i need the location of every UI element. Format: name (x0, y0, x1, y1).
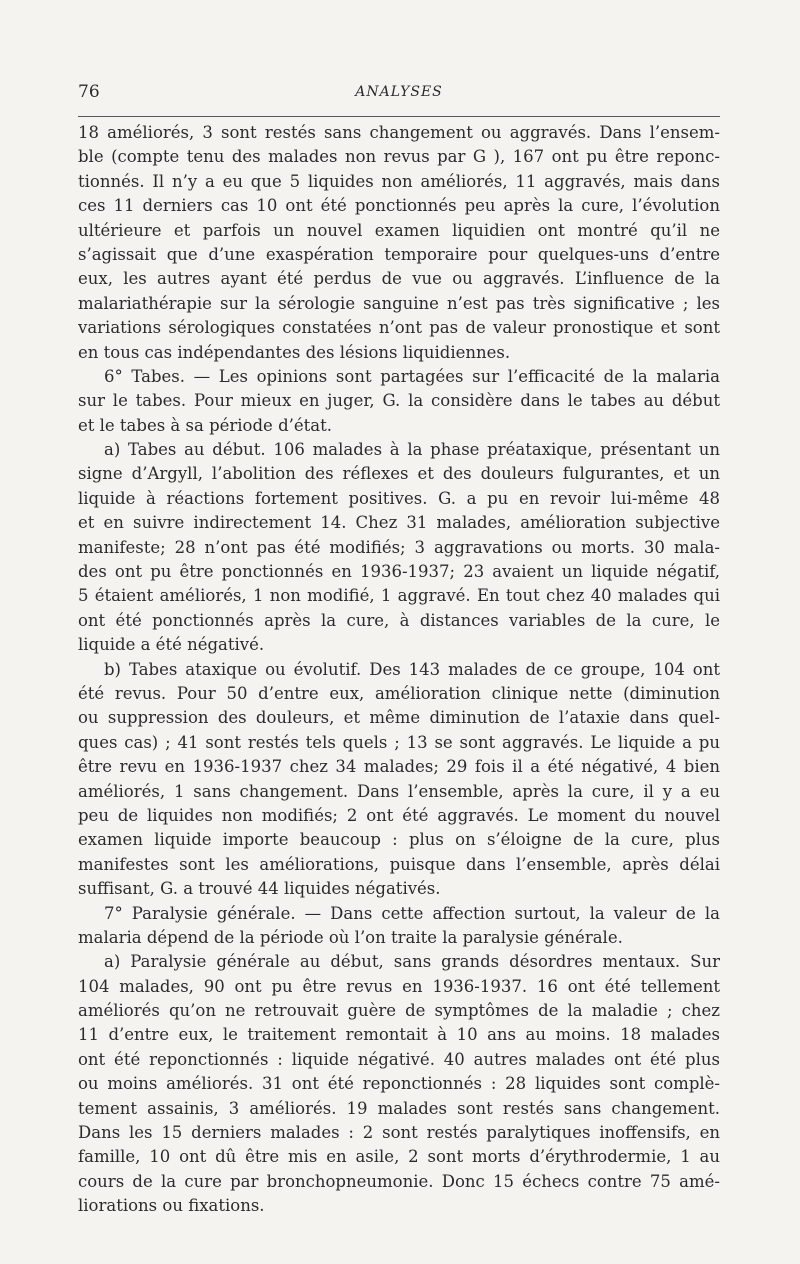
text-line: ont été reponctionnés : liquide négativé. 40 autres malades ont été plus (78, 1049, 720, 1069)
text-line: 11 d’entre eux, le traitement remontait à 10 ans au moins. 18 malades (78, 1025, 720, 1045)
page-header (78, 82, 720, 108)
text-line: ques cas) ; 41 sont restés tels quels ; 13 se sont aggravés. Le liquide a pu (78, 732, 720, 752)
text-line: tement assainis, 3 améliorés. 19 malades sont restés sans changement. (78, 1098, 720, 1118)
text-line: 18 améliorés, 3 sont restés sans changement ou aggravés. Dans l’ensem- (78, 123, 720, 142)
subsection-line: a) Paralysie générale au début, sans grands désordres mentaux. Sur (104, 952, 720, 972)
text-line: être revu en 1936-1937 chez 34 malades; 29 fois il a été négativé, 4 bien (78, 757, 720, 777)
text-line: améliorés qu’on ne retrouvait guère de symptômes de la maladie ; chez (78, 1001, 720, 1021)
body-text (78, 121, 720, 1219)
text-line: 104 malades, 90 ont pu être revus en 1936-1937. 16 ont été tellement (78, 976, 720, 996)
text-line: des ont pu être ponctionnés en 1936-1937; 23 avaient un liquide négatif, (78, 562, 720, 582)
text-line: manifestes sont les améliorations, puisque dans l’ensemble, après délai (78, 854, 720, 874)
text-line: examen liquide importe beaucoup : plus on s’éloigne de la cure, plus (78, 830, 720, 850)
text-line: famille, 10 ont dû être mis en asile, 2 sont morts d’érythrodermie, 1 au (78, 1147, 720, 1167)
text-line: variations sérologiques constatées n’ont pas de valeur pronostique et sont (78, 318, 720, 338)
text-line: ou moins améliorés. 31 ont été reponctionnés : 28 liquides sont complè- (78, 1074, 720, 1094)
text-line: liorations ou fixations. (78, 1196, 265, 1216)
text-line: été revus. Pour 50 d’entre eux, amélioration clinique nette (diminution (78, 683, 720, 703)
text-line: signe d’Argyll, l’abolition des réflexes et des douleurs fulgurantes, et un (78, 464, 720, 484)
text-line: liquide à réactions fortement positives. G. a pu en revoir lui-même 48 (78, 488, 720, 508)
text-line: ces 11 derniers cas 10 ont été ponctionnés peu après la cure, l’évolution (78, 196, 720, 216)
text-line: malariathérapie sur la sérologie sanguine n’est pas très significative ; les (78, 293, 720, 313)
text-line: ou suppression des douleurs, et même diminution de l’ataxie dans quel- (78, 708, 720, 728)
text-line: malaria dépend de la période où l’on traite la paralysie générale. (78, 927, 623, 947)
text-line: s’agissait que d’une exaspération temporaire pour quelques-uns d’entre (78, 244, 720, 264)
text-line: liquide a été négativé. (78, 635, 265, 655)
section-heading-line: 6° Tabes. — Les opinions sont partagées sur l’efficacité de la malaria (104, 366, 720, 386)
subsection-line: b) Tabes ataxique ou évolutif. Des 143 malades de ce groupe, 104 ont (104, 659, 720, 679)
text-line: sur le tabes. Pour mieux en juger, G. la considère dans le tabes au début (78, 391, 720, 411)
text-line: eux, les autres ayant été perdus de vue ou aggravés. L’influence de la (78, 269, 720, 289)
text-line: manifeste; 28 n’ont pas été modifiés; 3 aggravations ou morts. 30 mala- (78, 537, 720, 557)
text-line: ble (compte tenu des malades non revus par G ), 167 ont pu être reponc- (78, 147, 720, 167)
text-line: cours de la cure par bronchopneumonie. Donc 15 échecs contre 75 amé- (78, 1171, 720, 1191)
text-line: améliorés, 1 sans changement. Dans l’ensemble, après la cure, il y a eu (78, 781, 720, 801)
subsection-line: a) Tabes au début. 106 malades à la phase préataxique, présentant un (104, 440, 720, 460)
header-rule (78, 116, 720, 117)
text-line: en tous cas indépendantes des lésions liquidiennes. (78, 342, 511, 362)
text-line: suffisant, G. a trouvé 44 liquides négativés. (78, 879, 441, 899)
text-line: ont été ponctionnés après la cure, à distances variables de la cure, le (78, 610, 720, 630)
running-head: ANALYSES (355, 84, 443, 100)
text-line: Dans les 15 derniers malades : 2 sont restés paralytiques inoffensifs, en (78, 1123, 720, 1143)
text-line: et en suivre indirectement 14. Chez 31 malades, amélioration subjective (78, 513, 720, 533)
text-line: et le tabes à sa période d’état. (78, 415, 332, 435)
page-number: 76 (78, 82, 100, 102)
text-line: 5 étaient améliorés, 1 non modifié, 1 aggravé. En tout chez 40 malades qui (78, 586, 720, 606)
text-line: ultérieure et parfois un nouvel examen liquidien ont montré qu’il ne (78, 220, 720, 240)
text-line: peu de liquides non modifiés; 2 ont été aggravés. Le moment du nouvel (78, 805, 720, 825)
text-line: tionnés. Il n’y a eu que 5 liquides non améliorés, 11 aggravés, mais dans (78, 171, 720, 191)
section-heading-line: 7° Paralysie générale. — Dans cette affection surtout, la valeur de la (104, 903, 720, 923)
